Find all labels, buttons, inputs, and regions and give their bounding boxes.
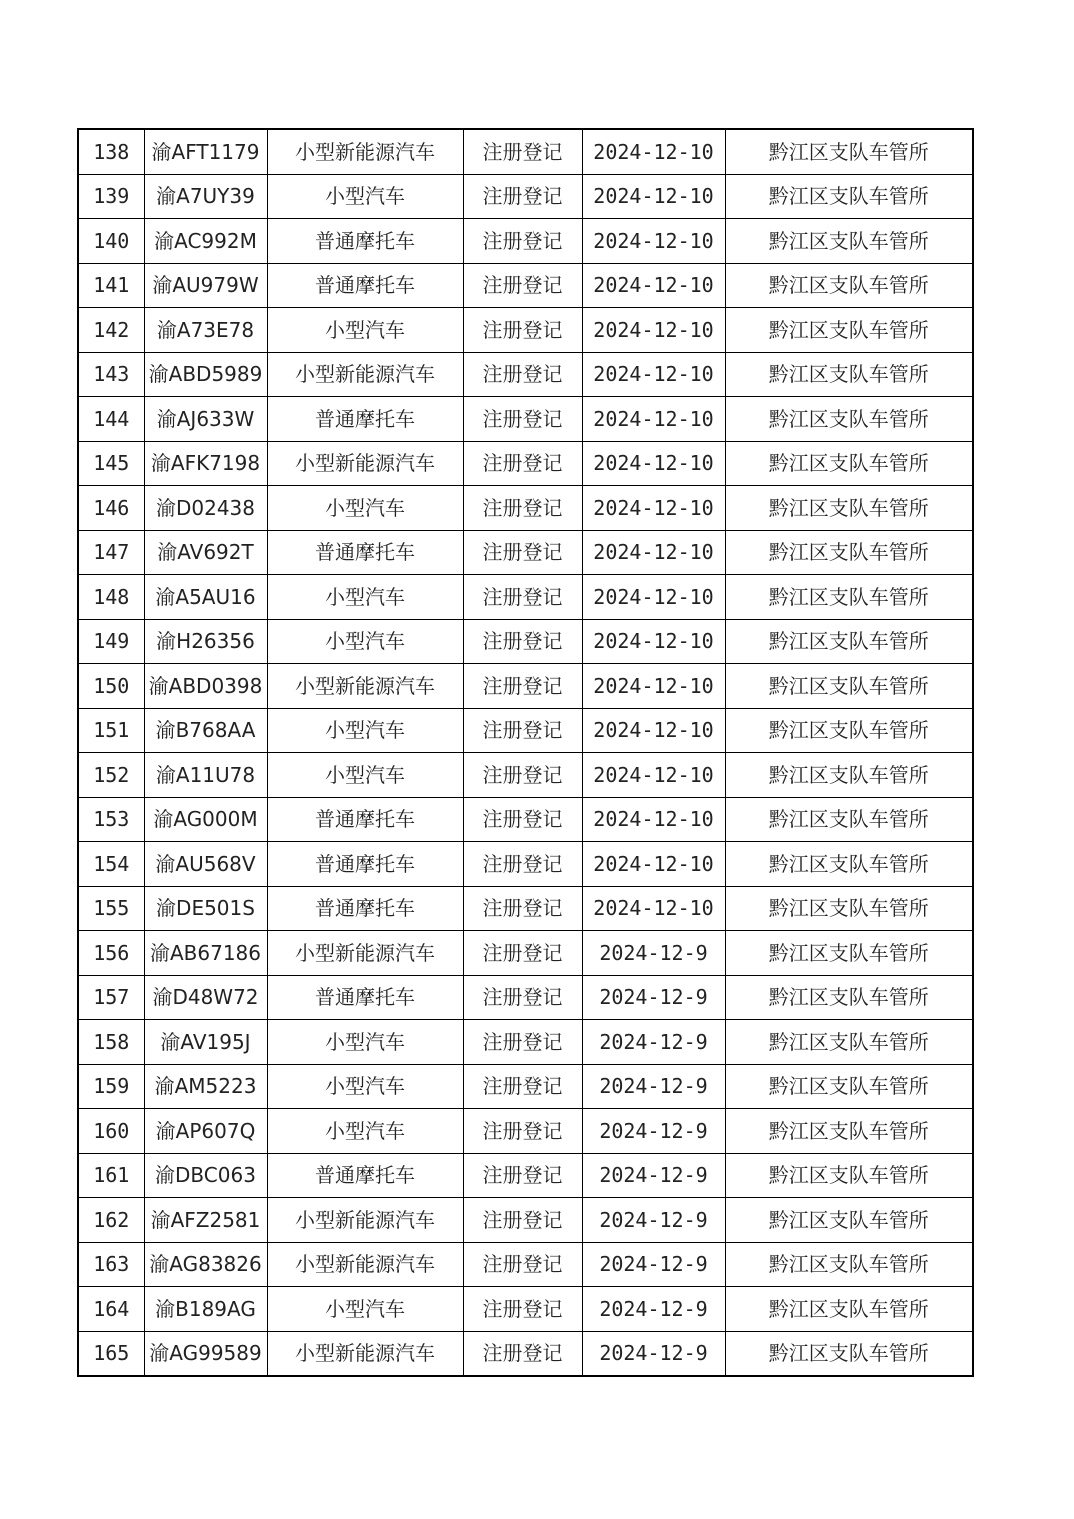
cell-date: 2024-12-10 <box>582 263 725 308</box>
cell-serial-number: 164 <box>78 1287 144 1332</box>
table-row <box>78 486 973 531</box>
cell-business-type: 注册登记 <box>463 219 582 264</box>
cell-vehicle-type: 小型新能源汽车 <box>267 352 463 397</box>
cell-date: 2024-12-9 <box>582 1064 725 1109</box>
cell-vehicle-type: 小型汽车 <box>267 1109 463 1154</box>
cell-vehicle-type: 小型新能源汽车 <box>267 1242 463 1287</box>
cell-plate-number: 渝H26356 <box>144 619 267 664</box>
cell-date: 2024-12-10 <box>582 486 725 531</box>
cell-plate-number: 渝AG83826 <box>144 1242 267 1287</box>
cell-business-type: 注册登记 <box>463 352 582 397</box>
cell-vehicle-type: 普通摩托车 <box>267 797 463 842</box>
cell-business-type: 注册登记 <box>463 486 582 531</box>
cell-serial-number: 157 <box>78 975 144 1020</box>
cell-vehicle-type: 小型新能源汽车 <box>267 441 463 486</box>
cell-office: 黔江区支队车管所 <box>725 263 973 308</box>
cell-serial-number: 149 <box>78 619 144 664</box>
cell-business-type: 注册登记 <box>463 1198 582 1243</box>
cell-date: 2024-12-10 <box>582 174 725 219</box>
table-row <box>78 1064 973 1109</box>
cell-plate-number: 渝A73E78 <box>144 308 267 353</box>
cell-office: 黔江区支队车管所 <box>725 129 973 174</box>
cell-vehicle-type: 小型汽车 <box>267 753 463 798</box>
cell-office: 黔江区支队车管所 <box>725 931 973 976</box>
cell-serial-number: 147 <box>78 530 144 575</box>
cell-vehicle-type: 小型汽车 <box>267 708 463 753</box>
cell-business-type: 注册登记 <box>463 975 582 1020</box>
table-row <box>78 975 973 1020</box>
cell-date: 2024-12-9 <box>582 1020 725 1065</box>
cell-business-type: 注册登记 <box>463 664 582 709</box>
cell-serial-number: 150 <box>78 664 144 709</box>
cell-business-type: 注册登记 <box>463 129 582 174</box>
cell-date: 2024-12-9 <box>582 1198 725 1243</box>
table-row <box>78 1287 973 1332</box>
cell-office: 黔江区支队车管所 <box>725 975 973 1020</box>
cell-serial-number: 144 <box>78 397 144 442</box>
cell-date: 2024-12-9 <box>582 1287 725 1332</box>
cell-serial-number: 158 <box>78 1020 144 1065</box>
cell-office: 黔江区支队车管所 <box>725 308 973 353</box>
cell-plate-number: 渝A11U78 <box>144 753 267 798</box>
cell-serial-number: 142 <box>78 308 144 353</box>
cell-vehicle-type: 小型汽车 <box>267 174 463 219</box>
vehicle-registration-table <box>77 128 974 1377</box>
cell-office: 黔江区支队车管所 <box>725 619 973 664</box>
cell-business-type: 注册登记 <box>463 1242 582 1287</box>
cell-date: 2024-12-10 <box>582 842 725 887</box>
cell-serial-number: 146 <box>78 486 144 531</box>
cell-vehicle-type: 小型新能源汽车 <box>267 931 463 976</box>
table-row <box>78 708 973 753</box>
cell-plate-number: 渝AFT1179 <box>144 129 267 174</box>
cell-office: 黔江区支队车管所 <box>725 1109 973 1154</box>
cell-vehicle-type: 小型汽车 <box>267 308 463 353</box>
cell-office: 黔江区支队车管所 <box>725 842 973 887</box>
cell-date: 2024-12-9 <box>582 931 725 976</box>
cell-office: 黔江区支队车管所 <box>725 486 973 531</box>
cell-date: 2024-12-10 <box>582 308 725 353</box>
cell-office: 黔江区支队车管所 <box>725 1064 973 1109</box>
cell-office: 黔江区支队车管所 <box>725 1331 973 1376</box>
cell-business-type: 注册登记 <box>463 263 582 308</box>
cell-office: 黔江区支队车管所 <box>725 1198 973 1243</box>
table-row <box>78 129 973 174</box>
cell-office: 黔江区支队车管所 <box>725 664 973 709</box>
cell-business-type: 注册登记 <box>463 174 582 219</box>
table-row <box>78 174 973 219</box>
cell-business-type: 注册登记 <box>463 842 582 887</box>
cell-business-type: 注册登记 <box>463 397 582 442</box>
cell-serial-number: 145 <box>78 441 144 486</box>
table-row <box>78 1242 973 1287</box>
cell-plate-number: 渝AV195J <box>144 1020 267 1065</box>
cell-vehicle-type: 小型汽车 <box>267 575 463 620</box>
cell-office: 黔江区支队车管所 <box>725 352 973 397</box>
cell-date: 2024-12-9 <box>582 1109 725 1154</box>
cell-office: 黔江区支队车管所 <box>725 219 973 264</box>
table-row <box>78 1198 973 1243</box>
cell-serial-number: 143 <box>78 352 144 397</box>
cell-date: 2024-12-9 <box>582 975 725 1020</box>
cell-vehicle-type: 普通摩托车 <box>267 1153 463 1198</box>
cell-office: 黔江区支队车管所 <box>725 753 973 798</box>
cell-business-type: 注册登记 <box>463 1020 582 1065</box>
table-row <box>78 263 973 308</box>
cell-serial-number: 141 <box>78 263 144 308</box>
cell-serial-number: 139 <box>78 174 144 219</box>
cell-plate-number: 渝B189AG <box>144 1287 267 1332</box>
cell-vehicle-type: 小型新能源汽车 <box>267 664 463 709</box>
table-row <box>78 619 973 664</box>
cell-date: 2024-12-10 <box>582 886 725 931</box>
cell-business-type: 注册登记 <box>463 1109 582 1154</box>
cell-office: 黔江区支队车管所 <box>725 174 973 219</box>
cell-plate-number: 渝AV692T <box>144 530 267 575</box>
cell-date: 2024-12-10 <box>582 530 725 575</box>
cell-vehicle-type: 小型汽车 <box>267 619 463 664</box>
table-row <box>78 1020 973 1065</box>
cell-plate-number: 渝A5AU16 <box>144 575 267 620</box>
cell-office: 黔江区支队车管所 <box>725 1287 973 1332</box>
cell-business-type: 注册登记 <box>463 619 582 664</box>
cell-business-type: 注册登记 <box>463 797 582 842</box>
cell-office: 黔江区支队车管所 <box>725 530 973 575</box>
cell-date: 2024-12-9 <box>582 1153 725 1198</box>
cell-vehicle-type: 普通摩托车 <box>267 263 463 308</box>
cell-plate-number: 渝AFK7198 <box>144 441 267 486</box>
cell-vehicle-type: 普通摩托车 <box>267 397 463 442</box>
cell-plate-number: 渝AG000M <box>144 797 267 842</box>
cell-plate-number: 渝AU568V <box>144 842 267 887</box>
cell-business-type: 注册登记 <box>463 308 582 353</box>
cell-business-type: 注册登记 <box>463 441 582 486</box>
table-row <box>78 664 973 709</box>
cell-serial-number: 163 <box>78 1242 144 1287</box>
table-row <box>78 397 973 442</box>
table-row <box>78 931 973 976</box>
table-row <box>78 308 973 353</box>
cell-date: 2024-12-10 <box>582 753 725 798</box>
cell-serial-number: 140 <box>78 219 144 264</box>
cell-date: 2024-12-10 <box>582 441 725 486</box>
cell-plate-number: 渝B768AA <box>144 708 267 753</box>
cell-office: 黔江区支队车管所 <box>725 397 973 442</box>
cell-business-type: 注册登记 <box>463 1153 582 1198</box>
cell-office: 黔江区支队车管所 <box>725 1020 973 1065</box>
cell-plate-number: 渝AG99589 <box>144 1331 267 1376</box>
table-row <box>78 1153 973 1198</box>
cell-plate-number: 渝AM5223 <box>144 1064 267 1109</box>
cell-plate-number: 渝D48W72 <box>144 975 267 1020</box>
cell-office: 黔江区支队车管所 <box>725 575 973 620</box>
table-row <box>78 575 973 620</box>
cell-office: 黔江区支队车管所 <box>725 1153 973 1198</box>
cell-serial-number: 148 <box>78 575 144 620</box>
cell-date: 2024-12-10 <box>582 619 725 664</box>
cell-vehicle-type: 小型汽车 <box>267 1287 463 1332</box>
cell-serial-number: 156 <box>78 931 144 976</box>
cell-vehicle-type: 普通摩托车 <box>267 219 463 264</box>
cell-date: 2024-12-10 <box>582 352 725 397</box>
table-row <box>78 1331 973 1376</box>
cell-office: 黔江区支队车管所 <box>725 886 973 931</box>
cell-date: 2024-12-10 <box>582 219 725 264</box>
cell-plate-number: 渝AU979W <box>144 263 267 308</box>
cell-business-type: 注册登记 <box>463 1331 582 1376</box>
cell-plate-number: 渝AC992M <box>144 219 267 264</box>
table-row <box>78 1109 973 1154</box>
cell-serial-number: 138 <box>78 129 144 174</box>
cell-serial-number: 160 <box>78 1109 144 1154</box>
cell-office: 黔江区支队车管所 <box>725 441 973 486</box>
cell-plate-number: 渝D02438 <box>144 486 267 531</box>
cell-vehicle-type: 小型汽车 <box>267 486 463 531</box>
cell-serial-number: 151 <box>78 708 144 753</box>
cell-business-type: 注册登记 <box>463 753 582 798</box>
cell-vehicle-type: 小型汽车 <box>267 1064 463 1109</box>
cell-plate-number: 渝AJ633W <box>144 397 267 442</box>
cell-date: 2024-12-10 <box>582 797 725 842</box>
cell-serial-number: 159 <box>78 1064 144 1109</box>
cell-office: 黔江区支队车管所 <box>725 708 973 753</box>
cell-date: 2024-12-10 <box>582 708 725 753</box>
cell-date: 2024-12-9 <box>582 1242 725 1287</box>
cell-office: 黔江区支队车管所 <box>725 1242 973 1287</box>
cell-date: 2024-12-10 <box>582 664 725 709</box>
cell-vehicle-type: 小型新能源汽车 <box>267 1331 463 1376</box>
table-row <box>78 441 973 486</box>
cell-vehicle-type: 普通摩托车 <box>267 886 463 931</box>
cell-business-type: 注册登记 <box>463 530 582 575</box>
cell-vehicle-type: 普通摩托车 <box>267 842 463 887</box>
table-row <box>78 842 973 887</box>
cell-serial-number: 161 <box>78 1153 144 1198</box>
cell-business-type: 注册登记 <box>463 931 582 976</box>
cell-plate-number: 渝DE501S <box>144 886 267 931</box>
cell-business-type: 注册登记 <box>463 886 582 931</box>
table-row <box>78 352 973 397</box>
cell-date: 2024-12-9 <box>582 1331 725 1376</box>
cell-plate-number: 渝A7UY39 <box>144 174 267 219</box>
table-row <box>78 797 973 842</box>
cell-date: 2024-12-10 <box>582 129 725 174</box>
table-row <box>78 530 973 575</box>
table-body <box>78 129 973 1376</box>
cell-vehicle-type: 小型新能源汽车 <box>267 129 463 174</box>
cell-plate-number: 渝DBC063 <box>144 1153 267 1198</box>
table-row <box>78 219 973 264</box>
cell-vehicle-type: 小型新能源汽车 <box>267 1198 463 1243</box>
cell-serial-number: 152 <box>78 753 144 798</box>
cell-business-type: 注册登记 <box>463 575 582 620</box>
cell-business-type: 注册登记 <box>463 1064 582 1109</box>
cell-plate-number: 渝ABD0398 <box>144 664 267 709</box>
table-row <box>78 753 973 798</box>
table-row <box>78 886 973 931</box>
cell-date: 2024-12-10 <box>582 397 725 442</box>
cell-plate-number: 渝AB67186 <box>144 931 267 976</box>
cell-vehicle-type: 小型汽车 <box>267 1020 463 1065</box>
cell-business-type: 注册登记 <box>463 708 582 753</box>
cell-office: 黔江区支队车管所 <box>725 797 973 842</box>
cell-serial-number: 153 <box>78 797 144 842</box>
cell-serial-number: 162 <box>78 1198 144 1243</box>
cell-plate-number: 渝ABD5989 <box>144 352 267 397</box>
cell-plate-number: 渝AFZ2581 <box>144 1198 267 1243</box>
cell-serial-number: 155 <box>78 886 144 931</box>
cell-plate-number: 渝AP607Q <box>144 1109 267 1154</box>
cell-business-type: 注册登记 <box>463 1287 582 1332</box>
cell-vehicle-type: 普通摩托车 <box>267 975 463 1020</box>
cell-serial-number: 165 <box>78 1331 144 1376</box>
cell-serial-number: 154 <box>78 842 144 887</box>
cell-date: 2024-12-10 <box>582 575 725 620</box>
cell-vehicle-type: 普通摩托车 <box>267 530 463 575</box>
